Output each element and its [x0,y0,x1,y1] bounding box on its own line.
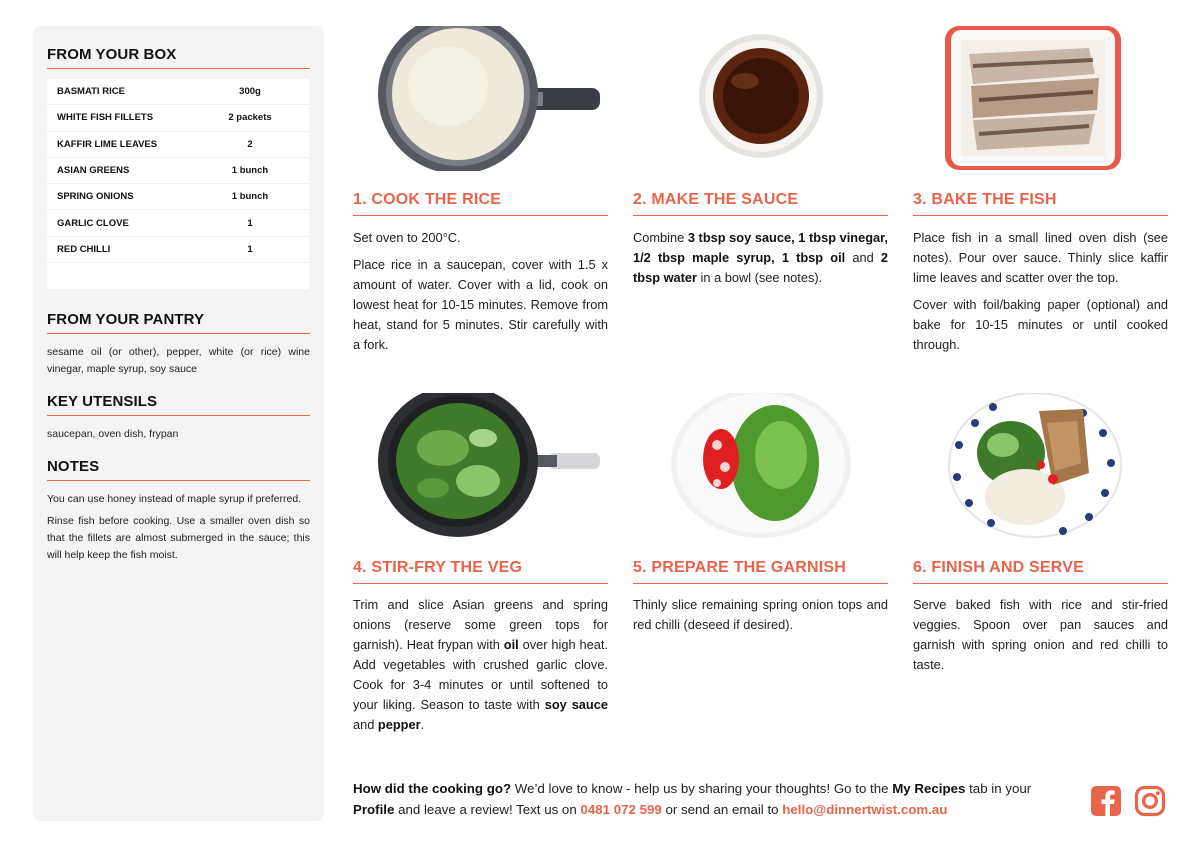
ingredient-row-empty [47,263,309,289]
review-prompt [353,778,1073,820]
step-text: Serve baked fish with rice and stir-fried veggies. Spoon over pan sauces and garnish with spring onion and red chilli to taste. [913,597,1168,672]
step-body [633,595,888,642]
step-text: Thinly slice remaining spring onion tops and red chilli (deseed if desired). [633,597,888,632]
ingredient-row [47,237,309,263]
ingredient-name: GARLIC CLOVE [57,217,129,229]
step-paragraph [353,595,608,735]
ingredient-row [47,210,309,236]
greens-in-frypan-image [353,393,608,538]
footer-text: How did the cooking go? [353,781,512,796]
fish-in-oven-dish-image [913,26,1168,171]
step-title: 6. FINISH AND SERVE [913,559,1168,584]
step-text: over high heat. Add vegetables with crushed garlic clove. Cook for 3-4 minutes or until softened to your liking. Season to taste with [353,637,608,712]
footer-text: My Recipes [892,781,966,796]
key-utensils-heading: KEY UTENSILS [47,393,310,416]
step-paragraph [913,595,1168,675]
step-title: 2. MAKE THE SAUCE [633,191,888,216]
chilli-and-spring-onion-plate-image [633,393,888,538]
step-body [353,228,608,362]
step-body [913,595,1168,682]
ingredient-name: RED CHILLI [57,243,111,255]
step-bold-text: 2 tbsp water [633,250,888,285]
instagram-icon[interactable] [1134,785,1166,822]
footer-text: Profile [353,802,395,817]
ingredient-qty: 1 [247,217,253,229]
step-paragraph [633,595,888,635]
ingredient-row [47,184,309,210]
step-text: Combine [633,230,688,245]
step-title: 3. BAKE THE FISH [913,191,1168,216]
step-paragraph [353,255,608,355]
step-text: Place fish in a small lined oven dish (see notes). Pour over sauce. Thinly slice kaffir lime leaves and scatter over the top. [913,230,1168,285]
step-bold-text: oil [503,637,519,652]
from-your-box-heading: FROM YOUR BOX [47,46,310,69]
step-text: Set oven to 200°C. [353,230,461,245]
step-title: 4. STIR-FRY THE VEG [353,559,608,584]
step-bold-text: 3 tbsp soy sauce, 1 tbsp vinegar, 1/2 tbsp maple syrup, 1 tbsp oil [633,230,888,265]
step-body [633,228,888,295]
ingredient-row [47,132,309,158]
step-text: Trim and slice Asian greens and spring onions (reserve some green tops for garnish). Heat frypan with [353,597,608,652]
ingredients-table [47,79,309,289]
step-title: 5. PREPARE THE GARNISH [633,559,888,584]
contact-link[interactable]: hello@dinnertwist.com.au [782,802,948,817]
ingredient-qty: 2 packets [228,112,272,124]
footer-text: tab in your [965,781,1032,796]
ingredient-name: ASIAN GREENS [57,165,130,177]
notes-heading: NOTES [47,458,310,481]
ingredient-name: BASMATI RICE [57,86,125,98]
step-paragraph [633,228,888,288]
sidebar [33,26,324,821]
served-plate-image [913,393,1168,538]
from-your-pantry-heading: FROM YOUR PANTRY [47,311,310,334]
ingredient-row [47,158,309,184]
step-paragraph [913,295,1168,355]
step-title: 1. COOK THE RICE [353,191,608,216]
utensils-text: saucepan, oven dish, frypan [47,428,179,441]
step-body [353,595,608,742]
note-item: You can use honey instead of maple syrup if preferred. [47,493,302,506]
ingredient-row [47,79,309,105]
step-text: in a bowl (see notes). [697,270,823,285]
step-text: . [420,717,425,732]
contact-link[interactable]: 0481 072 599 [580,802,662,817]
step-paragraph [913,228,1168,288]
ingredient-name: WHITE FISH FILLETS [57,112,154,124]
step-text: Place rice in a saucepan, cover with 1.5 x amount of water. Cover with a lid, cook on lowest heat for 10-15 minutes. Remove from heat, stand for 5 minutes. Stir carefully with a fork. [353,257,608,352]
rice-in-saucepan-image [353,26,608,171]
step-paragraph [353,228,608,248]
ingredient-qty: 1 bunch [231,191,269,203]
step-text: Cover with foil/baking paper (optional) and bake for 10-15 minutes or until cooked through. [913,297,1168,352]
pantry-text: sesame oil (or other), pepper, white (or rice) wine vinegar, maple syrup, soy sauce [47,346,310,376]
step-bold-text: soy sauce [544,697,608,712]
facebook-icon[interactable] [1090,785,1122,822]
ingredient-name: KAFFIR LIME LEAVES [57,138,158,150]
step-text: and [845,250,881,265]
sauce-in-bowl-image [633,26,888,171]
footer-text: We’d love to know - help us by sharing your thoughts! Go to the [511,781,893,796]
step-text: and [353,717,378,732]
ingredient-row [47,105,309,131]
note-item: Rinse fish before cooking. Use a smaller oven dish so that the fillets are almost submerged in the sauce; this will help keep the fish moist. [47,515,310,562]
step-body [913,228,1168,362]
ingredient-name: SPRING ONIONS [57,191,134,203]
ingredient-qty: 300g [239,86,261,98]
footer-text: and leave a review! Text us on [394,802,581,817]
ingredient-qty: 2 [247,138,253,150]
footer-text: or send an email to [661,802,783,817]
ingredient-qty: 1 [247,243,253,255]
ingredient-qty: 1 bunch [231,165,269,177]
step-bold-text: pepper [377,717,421,732]
